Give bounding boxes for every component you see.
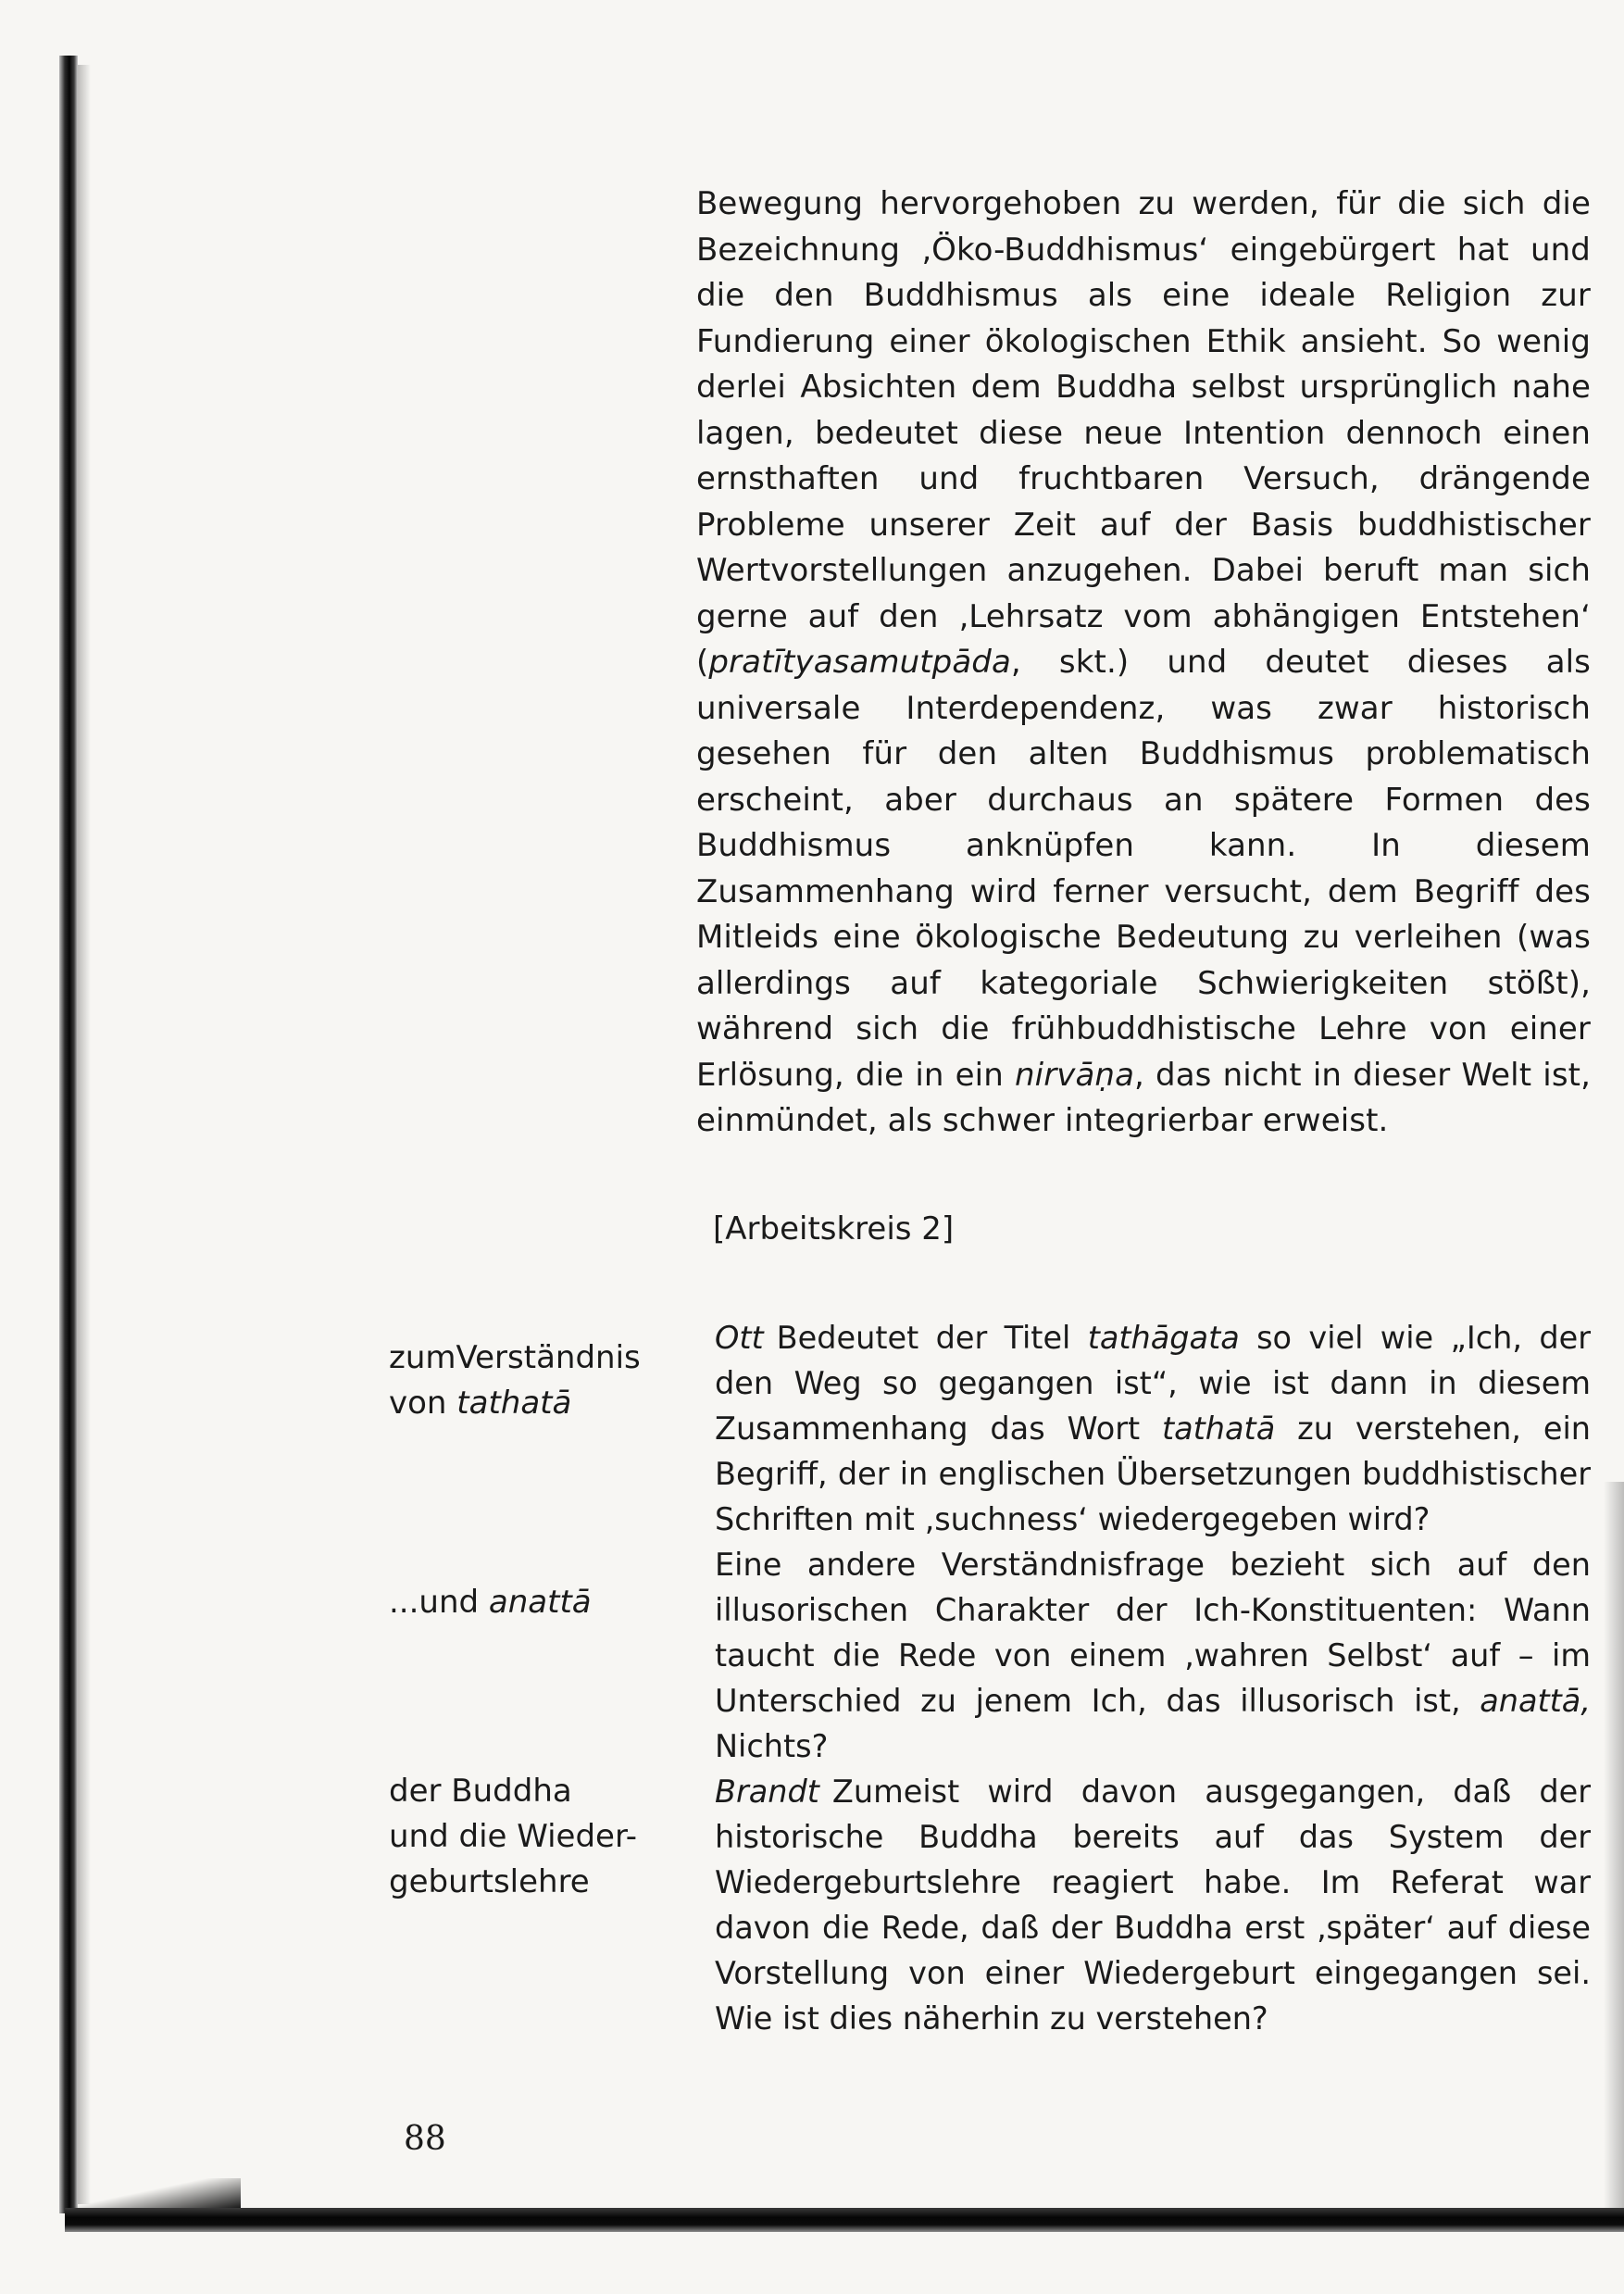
question-anatta — [715, 1542, 1591, 1769]
margin-note-2-prefix: ...und — [389, 1584, 489, 1621]
main-paragraph-text — [696, 182, 1591, 1145]
margin-note-1-prefix: von — [389, 1385, 457, 1422]
margin-note-2-term: anattā — [488, 1584, 592, 1621]
binding-edge — [59, 56, 78, 2213]
margin-note-1-line-2 — [389, 1381, 685, 1426]
section-heading: [Arbeitskreis 2] — [713, 1210, 955, 1247]
q2-text-2: Nichts? — [715, 1728, 829, 1764]
main-text-part-1: Bewegung hervorgehoben zu werden, für die sich die Bezeichnung ‚Öko-Buddhismus‘ eingebürgert hat und die den Buddhismus als eine ideale Religion zur Fundierung einer ökologischen Ethik ansieht. So wenig derlei Absichten dem Buddha selbst ursprünglich nahe lagen, bedeutet diese neue Intention dennoch einen ernsthaften und fruchtbaren Versuch, drängende Probleme unserer Zeit auf der Basis buddhistischer Wertvorstellungen anzugehen. Dabei beruft man sich gerne auf den ‚Lehrsatz vom abhängigen Entstehen‘ ( — [696, 185, 1591, 681]
right-page-edge — [1604, 1482, 1624, 2213]
q1-text-2: so viel wie „Ich, der den Weg so gegangen ist“, wie ist dann in diesem Zusammenhang das Wort — [715, 1320, 1591, 1447]
margin-note-tathata — [389, 1335, 685, 1426]
margin-note-1-term: tathatā — [456, 1385, 572, 1422]
term-tathata: tathatā — [1162, 1410, 1276, 1447]
term-pratityasamutpada: pratītyasamutpāda — [708, 644, 1011, 681]
page-number: 88 — [404, 2120, 446, 2158]
main-text-part-2: , skt.) und deutet dieses als universale Interdependenz, was zwar historisch gesehen für den alten Buddhismus problematisch erscheint, aber durchaus an spätere Formen des Buddhismus anknüpfen kann. In diesem Zusammenhang wird ferner versucht, dem Begriff des Mitleids eine ökologische Bedeutung zu verleihen (was allerdings auf kategoriale Schwierigkeiten stößt), während sich die frühbuddhistische Lehre von einer Erlösung, die in ein — [696, 644, 1591, 1094]
binding-shadow — [78, 65, 91, 2204]
discussion-block — [715, 1315, 1591, 2041]
q1-text-1: Bedeutet der Titel — [776, 1320, 1088, 1356]
term-anatta: anattā, — [1480, 1683, 1591, 1719]
bottom-page-edge — [65, 2208, 1624, 2232]
q1-text-3: zu verstehen, ein Begriff, der in englischen Übersetzungen buddhistischer Schriften mit ‚suchness‘ wiedergegeben wird? — [715, 1410, 1591, 1537]
question-ott — [715, 1315, 1591, 1542]
term-tathagata: tathāgata — [1087, 1320, 1240, 1356]
margin-note-anatta — [389, 1580, 685, 1625]
main-text-part-3: , das nicht in dieser Welt ist, einmündet, als schwer integrierbar erweist. — [696, 1056, 1591, 1139]
margin-note-3-line-3: geburtslehre — [389, 1863, 590, 1900]
answer-brandt — [715, 1769, 1591, 2041]
q2-text-1: Eine andere Verständnisfrage bezieht sich auf den illusorischen Charakter der Ich-Konstituenten: Wann taucht die Rede von einem ‚wahren Selbst‘ auf – im Unterschied zu jenem Ich, das illusorisch ist, — [715, 1547, 1591, 1719]
speaker-brandt: Brandt — [715, 1774, 819, 1810]
speaker-ott: Ott — [715, 1320, 764, 1356]
margin-note-rebirth — [389, 1769, 685, 1905]
main-paragraph — [696, 182, 1591, 1145]
margin-note-1-line-1: zumVerständnis — [389, 1339, 641, 1376]
margin-note-3-line-1: der Buddha — [389, 1773, 572, 1810]
margin-note-3-line-2: und die Wieder- — [389, 1818, 638, 1855]
a1-text: Zumeist wird davon ausgegangen, daß der historische Buddha bereits auf das System der Wiedergeburtslehre reagiert habe. Im Referat war davon die Rede, daß der Buddha erst ‚später‘ auf diese Vorstellung von einer Wiedergeburt eingegangen sei. Wie ist dies näherhin zu verstehen? — [715, 1774, 1591, 2037]
term-nirvana: nirvāṇa — [1015, 1056, 1135, 1094]
